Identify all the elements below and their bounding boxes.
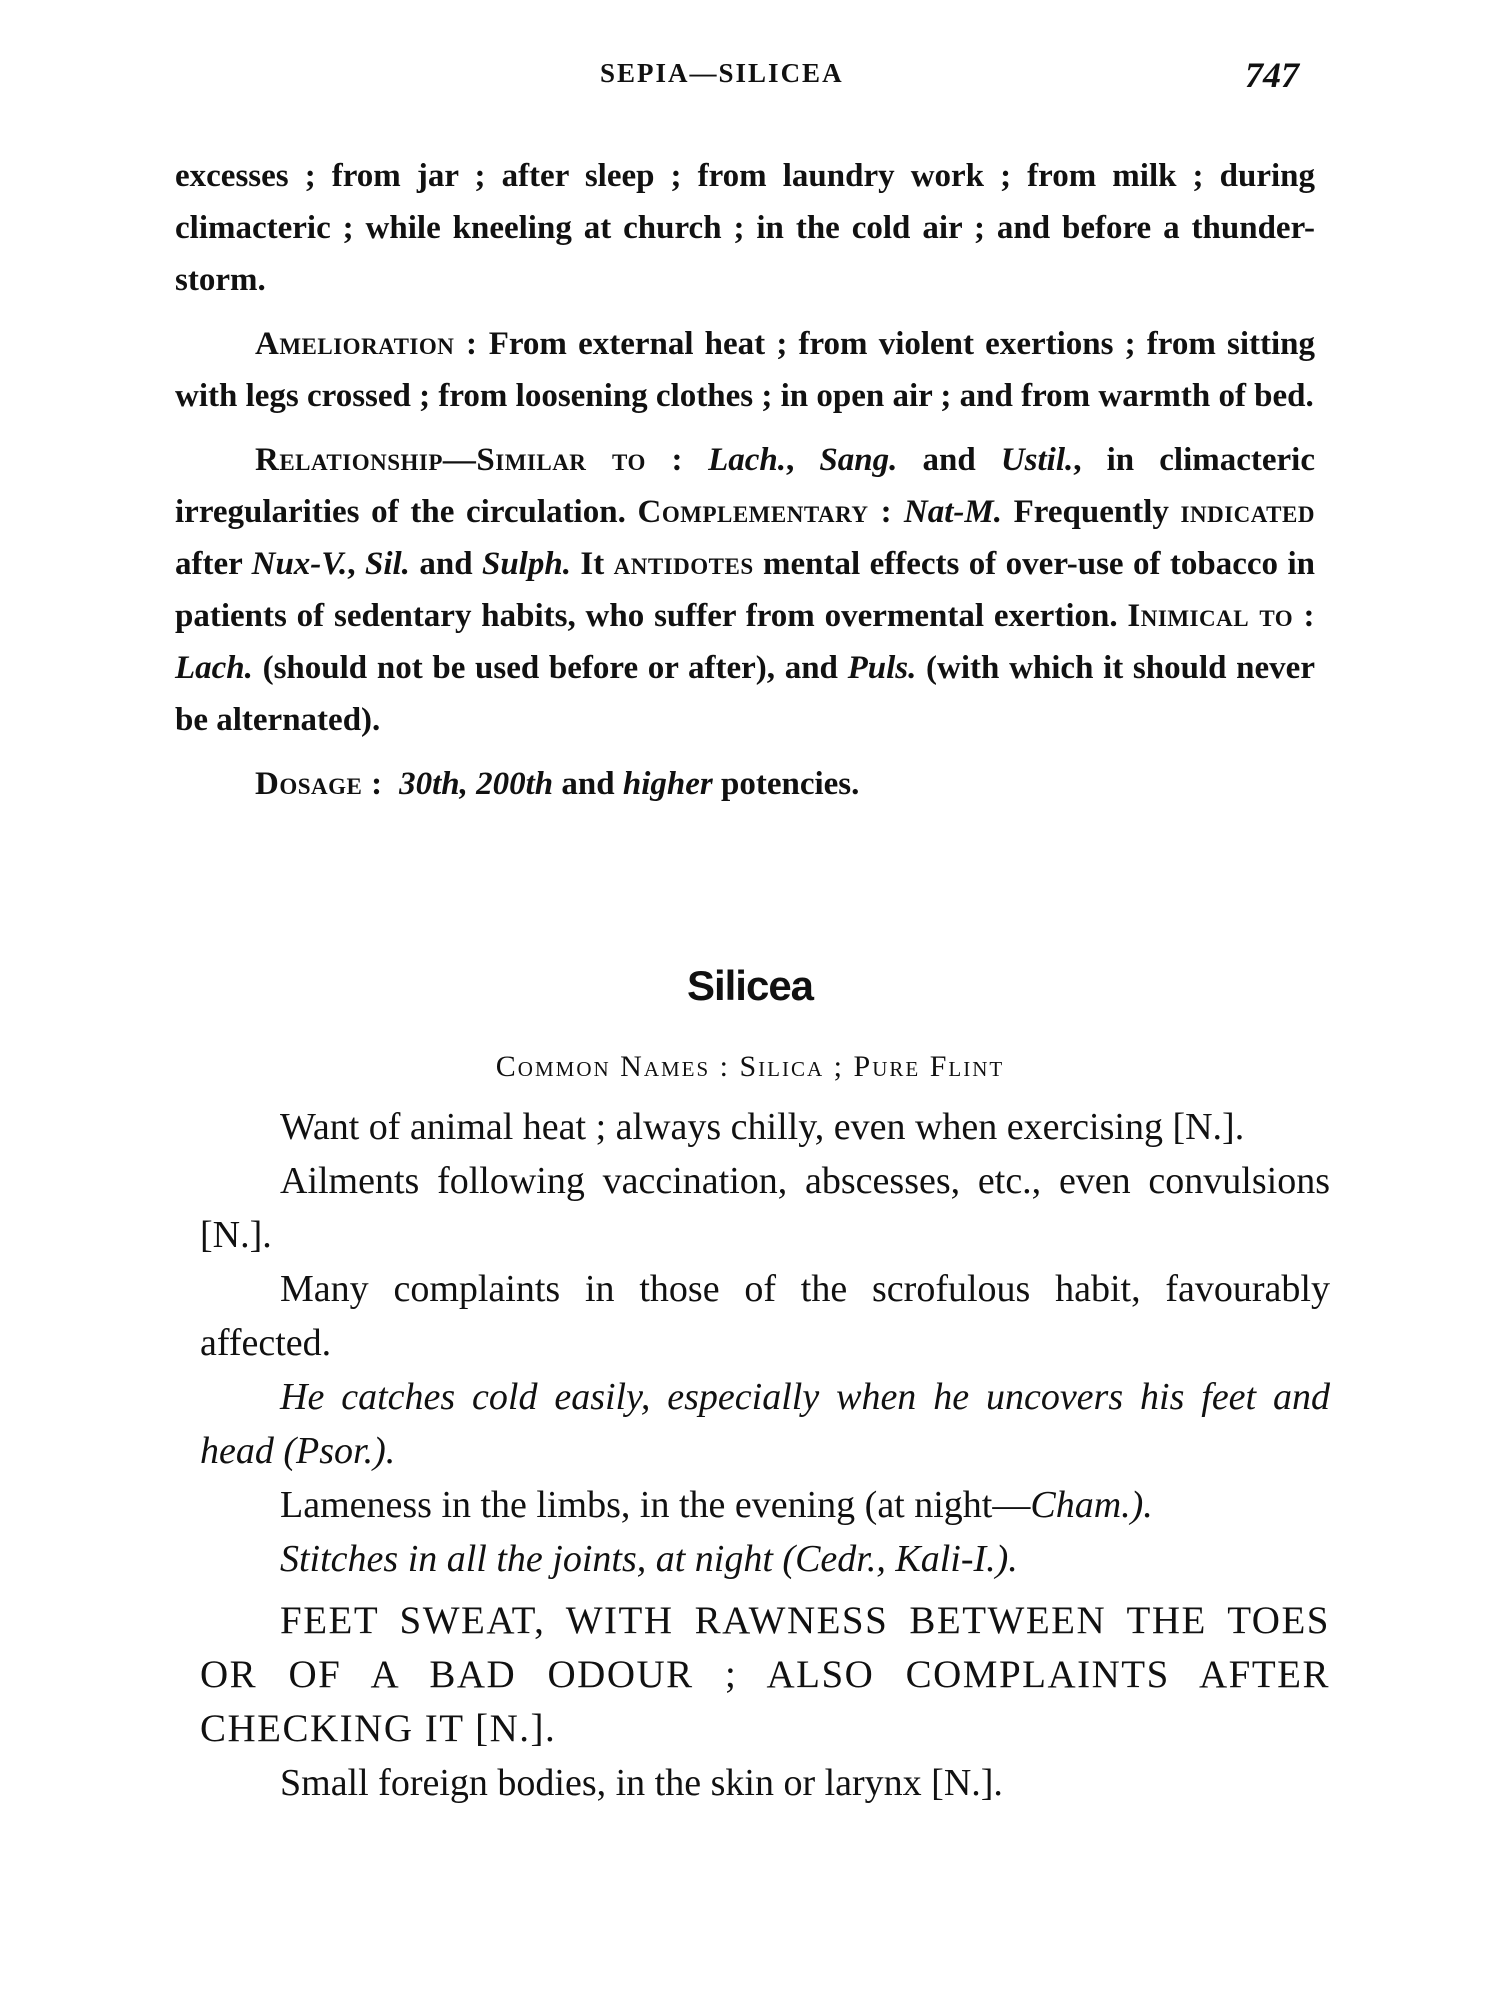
common-names-line bbox=[0, 1050, 1500, 1084]
remedy-puls: Puls. bbox=[847, 650, 917, 686]
remedy-sang: Sang. bbox=[819, 442, 898, 478]
common-names-label: Common Names : bbox=[495, 1050, 730, 1083]
remedy-nuxv: Nux-V. bbox=[251, 546, 348, 582]
symptom-paragraph: He catches cold easily, especially when he uncovers his feet and head (Psor.). bbox=[200, 1376, 1330, 1472]
relationship-text: (with which it should never be alternated). bbox=[175, 650, 1315, 738]
relationship-text: (should not be used before or after), and bbox=[252, 650, 848, 686]
remedy-ustil: Ustil. bbox=[1000, 442, 1074, 478]
aggravation-continuation: excesses ; from jar ; after sleep ; from laundry work ; from milk ; during climacteric ; while kneeling at church ; in the cold air ; and before a thunder-storm. bbox=[175, 158, 1315, 298]
dosage-and: and bbox=[553, 766, 623, 802]
separator: , bbox=[347, 546, 365, 582]
sepia-section bbox=[175, 150, 1315, 822]
dosage-label: Dosage : bbox=[255, 766, 383, 802]
amelioration-text: From external heat ; from violent exertions ; from sitting with legs crossed ; from loosening clothes ; in open air ; and from warmth of bed. bbox=[175, 326, 1316, 414]
complementary-label: Complementary : bbox=[637, 494, 893, 530]
antidotes-label: antidotes bbox=[613, 546, 754, 582]
relationship-text: It bbox=[570, 546, 614, 582]
section-title: Silicea bbox=[686, 962, 814, 1009]
relationship-label: Relationship—Similar to : bbox=[255, 442, 683, 478]
remedy-lach: Lach. bbox=[708, 442, 787, 478]
separator: , bbox=[786, 442, 820, 478]
remedy-cham: Cham.). bbox=[1030, 1484, 1153, 1526]
remedy-sil: Sil. bbox=[364, 546, 410, 582]
conjunction: and bbox=[409, 546, 482, 582]
symptom-paragraph: Ailments following vaccination, abscesses, etc., even convulsions [N.]. bbox=[200, 1160, 1330, 1256]
indicated-label: indicated bbox=[1180, 494, 1315, 530]
remedy-lach: Lach. bbox=[175, 650, 253, 686]
amelioration-paragraph bbox=[175, 318, 1315, 422]
dosage-paragraph bbox=[175, 758, 1315, 810]
symptom-paragraph-caps: FEET SWEAT, WITH RAWNESS BETWEEN THE TOES OR OF A BAD ODOUR ; ALSO COMPLAINTS AFTER CHECKING IT [N.]. bbox=[200, 1599, 1330, 1750]
relationship-text: , in climacteric irregularities of the circulation. bbox=[175, 442, 1315, 530]
relationship-paragraph bbox=[175, 434, 1315, 746]
dosage-potencies: 30th, 200th bbox=[399, 766, 554, 802]
page-number: 747 bbox=[1245, 55, 1299, 95]
page-header bbox=[0, 55, 1500, 108]
inimical-label: Inimical to : bbox=[1127, 598, 1315, 634]
symptom-paragraph bbox=[200, 1478, 1330, 1532]
silicea-section bbox=[200, 1100, 1330, 1810]
relationship-text: mental effects of over-use of tobacco in patients of sedentary habits, who suffer from overmental exertion. bbox=[175, 546, 1315, 634]
running-head: SEPIA—SILICEA bbox=[600, 58, 844, 88]
symptom-text: Lameness in the limbs, in the evening (at night— bbox=[280, 1484, 1031, 1526]
symptom-paragraph: Many complaints in those of the scrofulous habit, favourably affected. bbox=[200, 1268, 1330, 1364]
amelioration-label: Amelioration : bbox=[255, 326, 478, 362]
conjunction: and bbox=[897, 442, 1001, 478]
common-names: Silica ; Pure Flint bbox=[739, 1050, 1005, 1083]
symptom-paragraph: Want of animal heat ; always chilly, even when exercising [N.]. bbox=[280, 1106, 1245, 1148]
remedy-natm: Nat-M. bbox=[903, 494, 1002, 530]
dosage-end: potencies. bbox=[712, 766, 860, 802]
dosage-higher: higher bbox=[622, 766, 713, 802]
relationship-text: after bbox=[175, 546, 252, 582]
remedy-sulph: Sulph. bbox=[481, 546, 571, 582]
relationship-text: Frequently bbox=[1001, 494, 1181, 530]
symptom-paragraph: Small foreign bodies, in the skin or larynx [N.]. bbox=[280, 1762, 1003, 1804]
symptom-paragraph: Stitches in all the joints, at night (Cedr., Kali-I.). bbox=[280, 1538, 1018, 1580]
